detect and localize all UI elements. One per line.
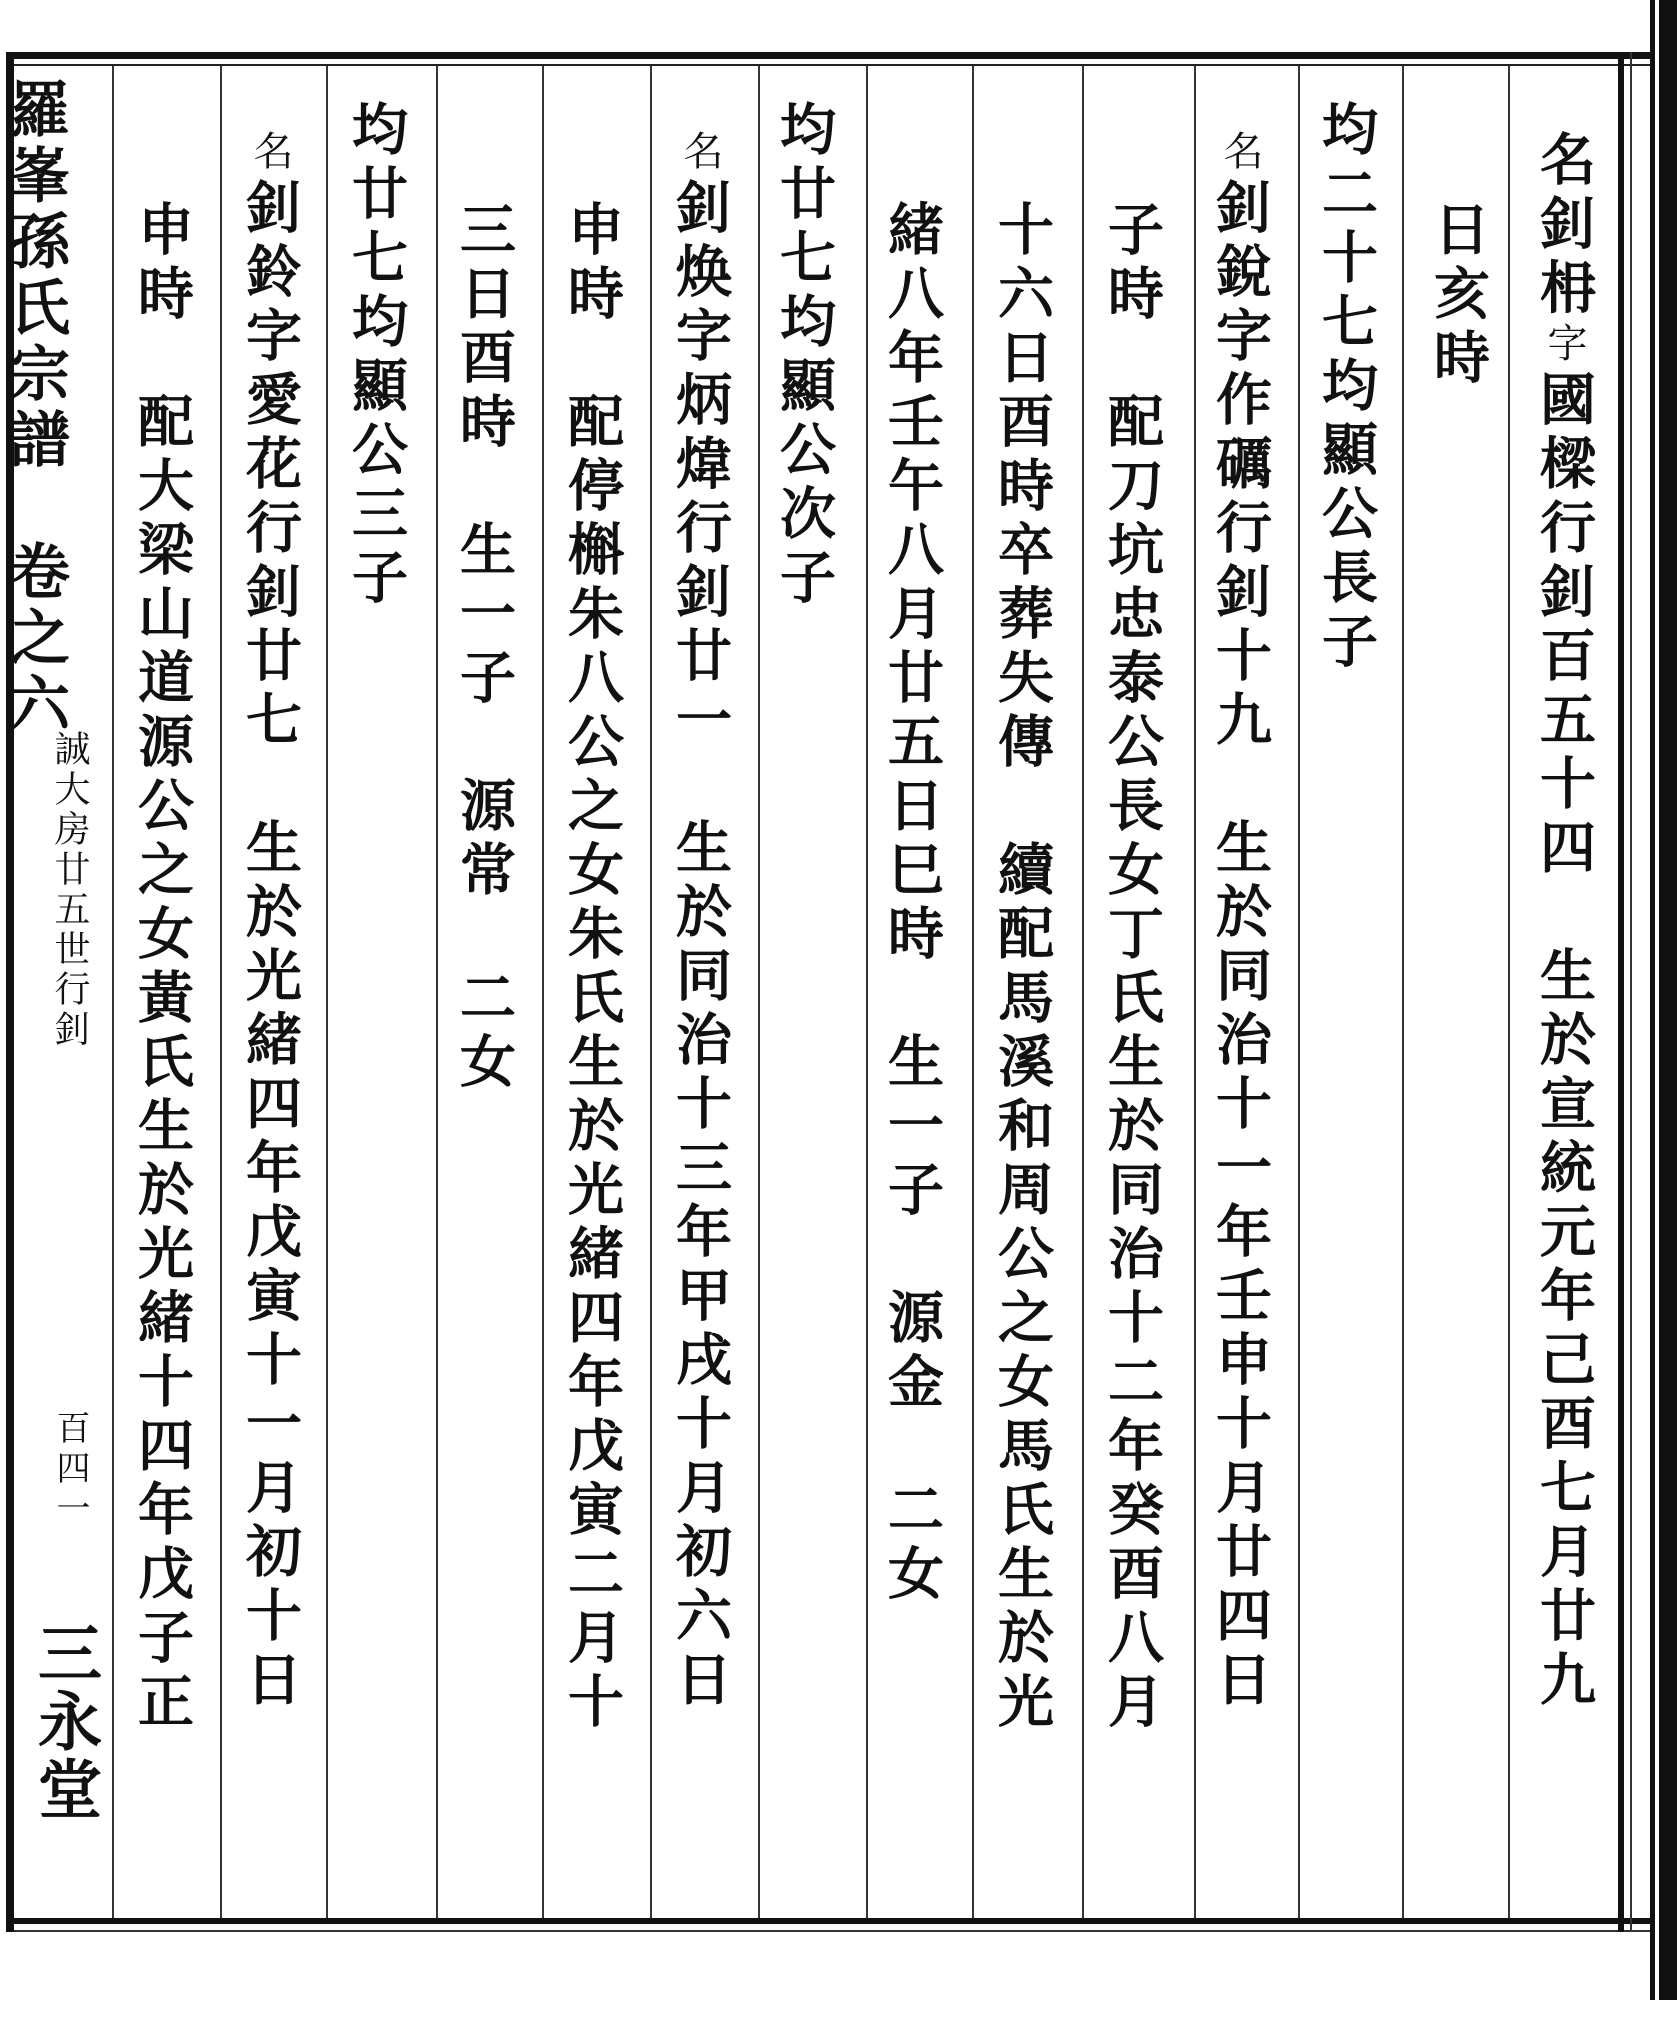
column-divider — [1298, 66, 1300, 1918]
lineage-label: 誠大房廿五世行釗 — [49, 730, 90, 1050]
page-number: 百四一 — [50, 1410, 90, 1530]
column-divider — [866, 66, 868, 1918]
column-divider — [112, 66, 114, 1918]
column-text: 均廿七均顯公次子 — [771, 100, 837, 612]
column-annotation: 名 — [1217, 130, 1263, 178]
text-column-7 — [879, 200, 945, 2020]
right-border — [1618, 52, 1624, 1932]
column-divider — [1194, 66, 1196, 1918]
text-column-12 — [343, 100, 409, 1920]
column-divider — [1508, 66, 1510, 1918]
top-border-inner — [10, 64, 1657, 66]
column-divider — [1402, 66, 1404, 1918]
text-column-13 — [237, 130, 303, 1950]
column-text: 子時 配刀坑忠泰公長女丁氏生於同治十二年癸酉八月 — [1099, 200, 1165, 1736]
text-column-1 — [1531, 130, 1597, 1950]
column-text: 十六日酉時卒葬失傳 續配馬溪和周公之女馬氏生於光 — [989, 200, 1055, 1736]
column-text: 緒八年壬午八月廿五日巳時 生一子 源金 二女 — [879, 200, 945, 1608]
text-column-6 — [989, 200, 1055, 2020]
column-text: 均廿七均顯公三子 — [343, 100, 409, 612]
text-column-4 — [1207, 130, 1273, 1950]
column-text: 釗銳字作礪行釗十九 生於同治十一年壬申十月廿四日 — [1207, 178, 1273, 1714]
column-text: 國樑行釗百五十四 生於宣統元年己酉七月廿九 — [1531, 370, 1597, 1714]
text-column-8 — [771, 100, 837, 1920]
column-text: 三日酉時 生一子 源常 二女 — [451, 200, 517, 1096]
text-column-2 — [1425, 200, 1491, 2020]
right-border-inner — [1630, 52, 1632, 1932]
text-column-3 — [1313, 100, 1379, 1920]
text-column-11 — [451, 200, 517, 2020]
column-text: 申時 配大梁山道源公之女黃氏生於光緒十四年戊子正 — [129, 200, 195, 1736]
column-divider — [1082, 66, 1084, 1918]
column-divider — [758, 66, 760, 1918]
column-divider — [436, 66, 438, 1918]
column-divider — [972, 66, 974, 1918]
column-annotation: 字 — [1541, 322, 1587, 370]
column-text: 均二十七均顯公長子 — [1313, 100, 1379, 676]
text-column-10 — [559, 200, 625, 2020]
column-text: 釗焕字炳煒行釗廿一 生於同治十三年甲戌十月初六日 — [667, 178, 733, 1714]
column-divider — [542, 66, 544, 1918]
column-divider — [220, 66, 222, 1918]
text-column-5 — [1099, 200, 1165, 2020]
column-text: 申時 配停槲朱八公之女朱氏生於光緒四年戊寅二月十 — [559, 200, 625, 1736]
book-title: 羅峯孫氏宗譜 卷之六 — [0, 78, 70, 738]
column-annotation: 名 — [677, 130, 723, 178]
text-column-14 — [129, 200, 195, 2020]
text-column-9 — [667, 130, 733, 1950]
top-border — [10, 52, 1657, 59]
column-divider — [326, 66, 328, 1918]
page-edge-gap — [1655, 0, 1659, 2000]
hall-name: 三永堂 — [27, 1620, 102, 1824]
column-divider — [650, 66, 652, 1918]
column-annotation: 名 — [247, 130, 293, 178]
column-text: 日亥時 — [1425, 200, 1491, 392]
column-text: 名釗枏 — [1531, 130, 1597, 322]
column-text: 釗鈴字愛花行釗廿七 生於光緒四年戊寅十一月初十日 — [237, 178, 303, 1714]
